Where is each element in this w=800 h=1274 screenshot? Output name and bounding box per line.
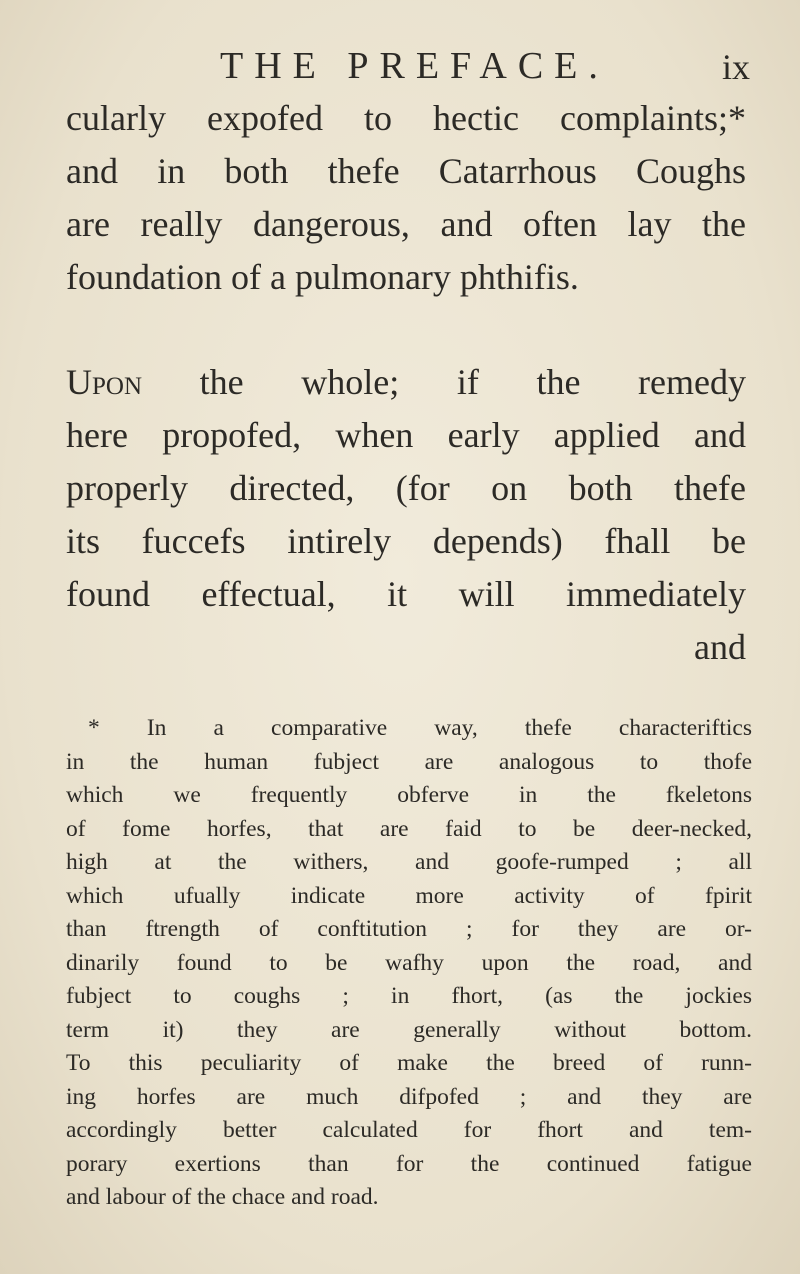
text-line-rest: the whole; if the remedy — [142, 362, 746, 402]
catchword: and — [694, 627, 746, 667]
text-line: are really dangerous, and often lay the — [66, 204, 746, 244]
footnote — [66, 712, 752, 1215]
text-line: found effectual, it will immediately — [66, 574, 746, 614]
text-line: properly directed, (for on both thefe — [66, 468, 746, 508]
footnote-line: To this peculiarity of make the breed of runn- — [66, 1050, 752, 1076]
text-line: its fuccefs intirely depends) fhall be — [66, 521, 746, 561]
footnote-line: ing horfes are much difpofed ; and they are — [66, 1083, 752, 1110]
lead-word: Upon — [66, 362, 143, 402]
footnote-line: accordingly better calculated for fhort and tem- — [66, 1117, 752, 1143]
footnote-line: of fome horfes, that are faid to be deer-necked, — [66, 815, 752, 842]
footnote-line: than ftrength of conftitution ; for they are or- — [66, 916, 752, 942]
paragraph-opening-line — [66, 356, 746, 409]
footnote-line: dinarily found to be wafhy upon the road, and — [66, 949, 752, 976]
footnote-line: * In a comparative way, thefe characteriftics — [88, 715, 752, 741]
text-line: cularly expofed to hectic complaints;* — [66, 98, 746, 138]
footnote-line: in the human fubject are analogous to thofe — [66, 748, 752, 775]
page-number: ix — [722, 47, 751, 87]
footnote-line: and labour of the chace and road. — [66, 1184, 379, 1210]
footnote-line: which we frequently obferve in the fkeletons — [66, 782, 752, 808]
footnote-line: term it) they are generally without bottom. — [66, 1016, 752, 1043]
footnote-line: high at the withers, and goofe-rumped ; all — [66, 849, 752, 875]
footnote-line: porary exertions than for the continued fatigue — [66, 1150, 752, 1177]
footnote-line: which ufually indicate more activity of fpirit — [66, 882, 752, 909]
body-text — [66, 92, 746, 674]
text-line: here propofed, when early applied and — [66, 415, 746, 455]
text-line: and in both thefe Catarrhous Coughs — [66, 151, 746, 191]
running-title: THE PREFACE. — [220, 45, 609, 87]
page-header — [0, 44, 800, 94]
text-line: foundation of a pulmonary phthifis. — [66, 257, 579, 297]
footnote-line: fubject to coughs ; in fhort, (as the jockies — [66, 983, 752, 1009]
